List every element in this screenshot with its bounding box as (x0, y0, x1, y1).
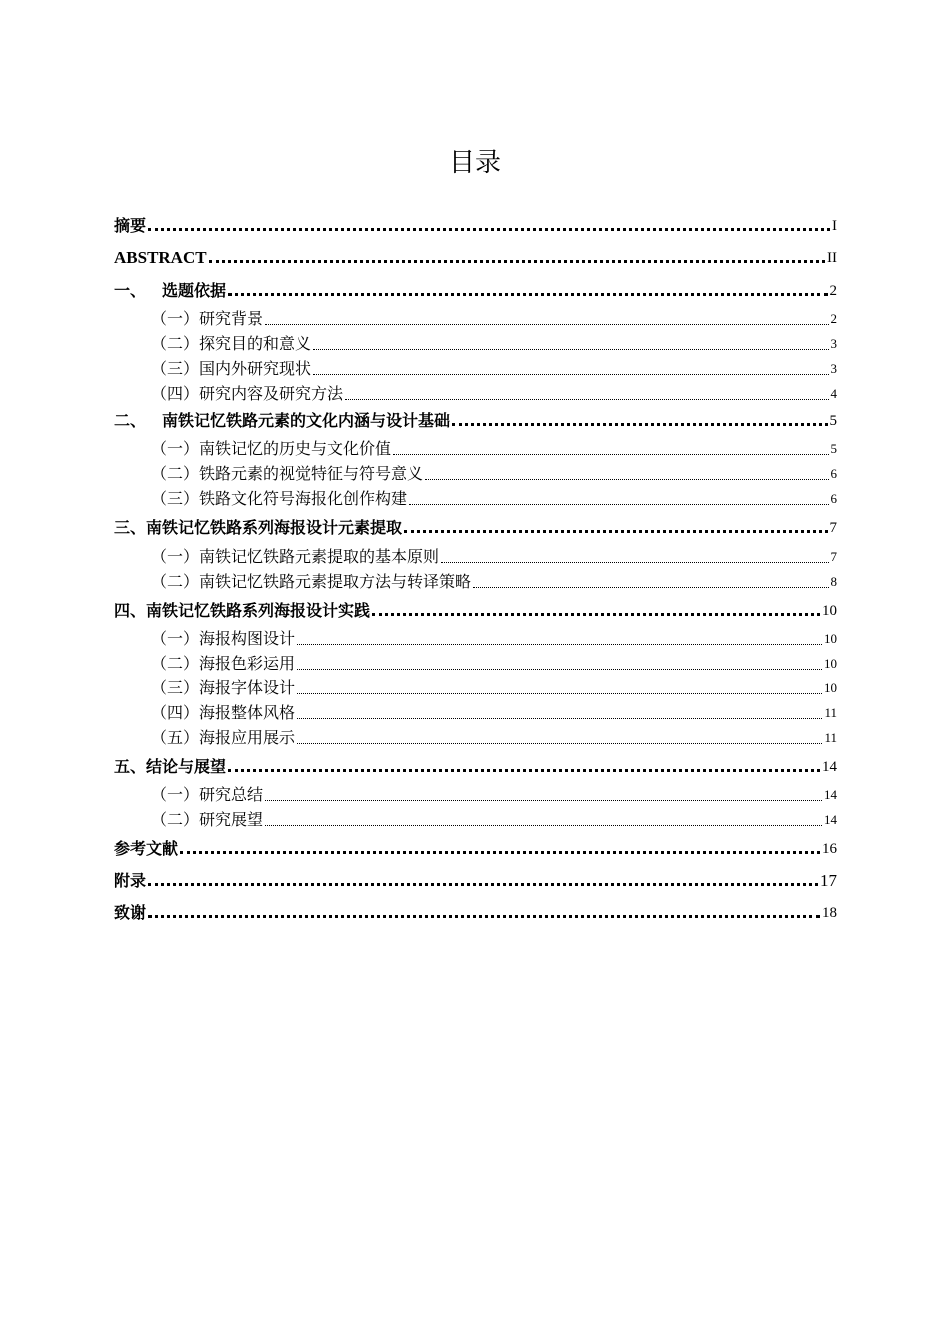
toc-entry-abstract-en[interactable] (114, 247, 837, 269)
toc-entry-label (114, 280, 226, 302)
toc-entry-chapter-3[interactable] (114, 517, 837, 539)
toc-entry-label: （三）国内外研究现状 (151, 359, 312, 378)
chapter-number: 一、 (114, 281, 147, 300)
page-title: 目录 (448, 148, 501, 178)
toc-entry-page: 14 (822, 759, 837, 775)
toc-entry-page: 10 (824, 631, 837, 646)
dot-leader (148, 228, 830, 231)
toc-entry-page: 6 (830, 491, 837, 506)
toc-entry-page: 2 (830, 311, 837, 326)
toc-entry-chapter-5[interactable] (114, 756, 837, 778)
toc-entry-abstract-cn[interactable] (114, 215, 837, 237)
toc-entry-label: 附录 (114, 871, 147, 890)
toc-entry-label: （二）南铁记忆铁路元素提取方法与转译策略 (151, 572, 472, 591)
toc-entry-label: （一）南铁记忆的历史与文化价值 (151, 439, 392, 458)
toc-entry-label: （四）海报整体风格 (151, 703, 296, 722)
toc-entry-page: 6 (830, 466, 837, 481)
dot-leader (297, 693, 822, 694)
dot-leader (297, 644, 822, 645)
dot-leader (393, 454, 828, 455)
toc-entry-label: 三、南铁记忆铁路系列海报设计元素提取 (114, 518, 403, 537)
toc-entry-section-4-2[interactable] (151, 653, 837, 675)
dot-leader (313, 374, 828, 375)
toc-entry-label: 参考文献 (114, 839, 179, 858)
toc-entry-label: （二）海报色彩运用 (151, 654, 296, 673)
toc-entry-acknowledgements[interactable] (114, 902, 837, 924)
dot-leader (180, 851, 820, 854)
dot-leader (297, 718, 822, 719)
toc-entry-label: （二）探究目的和意义 (151, 334, 312, 353)
dot-leader (404, 530, 827, 533)
toc-entry-page: I (832, 218, 837, 234)
toc-entry-page: 17 (820, 871, 837, 890)
toc-entry-label: 摘要 (114, 216, 147, 235)
dot-leader (265, 324, 828, 325)
toc-entry-section-2-1[interactable] (151, 438, 837, 460)
dot-leader (297, 669, 822, 670)
dot-leader (313, 349, 828, 350)
toc-entry-page: 10 (822, 603, 837, 619)
toc-entry-page: 8 (830, 574, 837, 589)
dot-leader (441, 562, 828, 563)
toc-entry-section-1-4[interactable] (151, 383, 837, 405)
dot-leader (372, 613, 820, 616)
toc-entry-label: ABSTRACT (114, 248, 207, 267)
toc-entry-section-4-4[interactable] (151, 702, 837, 724)
toc-entry-label: 五、结论与展望 (114, 757, 227, 776)
dot-leader (425, 479, 828, 480)
dot-leader (209, 260, 825, 263)
toc-entry-appendix[interactable] (114, 870, 837, 892)
dot-leader (297, 743, 822, 744)
toc-entry-page: 5 (830, 441, 837, 456)
dot-leader (148, 915, 820, 918)
toc-entry-label: （三）海报字体设计 (151, 678, 296, 697)
toc-entry-label (114, 410, 450, 432)
toc-entry-section-4-1[interactable] (151, 628, 837, 650)
toc-entry-label: （一）海报构图设计 (151, 629, 296, 648)
toc-entry-page: 5 (829, 413, 837, 429)
toc-entry-label: （一）南铁记忆铁路元素提取的基本原则 (151, 547, 440, 566)
chapter-number: 二、 (114, 411, 147, 430)
dot-leader (473, 587, 828, 588)
toc-entry-page: 11 (824, 705, 837, 720)
toc-entry-page: 11 (824, 730, 837, 745)
toc-entry-label: （一）研究总结 (151, 785, 264, 804)
dot-leader (228, 769, 820, 772)
toc-entry-section-5-2[interactable] (151, 809, 837, 831)
toc-entry-label: （五）海报应用展示 (151, 728, 296, 747)
toc-entry-page: 10 (824, 656, 837, 671)
toc-entry-section-2-2[interactable] (151, 463, 837, 485)
toc-entry-label: （三）铁路文化符号海报化创作构建 (151, 489, 408, 508)
toc-entry-section-1-2[interactable] (151, 333, 837, 355)
dot-leader (265, 825, 822, 826)
toc-entry-section-5-1[interactable] (151, 784, 837, 806)
toc-entry-chapter-4[interactable] (114, 600, 837, 622)
toc-entry-page: 18 (822, 905, 837, 921)
chapter-title: 选题依据 (162, 281, 227, 300)
toc-entry-section-3-2[interactable] (151, 571, 837, 593)
toc-entry-chapter-2[interactable] (114, 410, 837, 432)
dot-leader (228, 293, 827, 296)
toc-entry-section-4-5[interactable] (151, 727, 837, 749)
chapter-title: 南铁记忆铁路元素的文化内涵与设计基础 (162, 411, 451, 430)
toc-entry-section-4-3[interactable] (151, 677, 837, 699)
toc-entry-page: II (827, 250, 837, 266)
toc-entry-label: （一）研究背景 (151, 309, 264, 328)
toc-entry-chapter-1[interactable] (114, 280, 837, 302)
dot-leader (148, 883, 818, 886)
toc-entry-section-3-1[interactable] (151, 546, 837, 568)
toc-entry-page: 10 (824, 680, 837, 695)
toc-entry-label: （四）研究内容及研究方法 (151, 384, 344, 403)
toc-entry-label: 四、南铁记忆铁路系列海报设计实践 (114, 601, 371, 620)
toc-entry-page: 2 (829, 283, 837, 299)
toc-entry-section-1-1[interactable] (151, 308, 837, 330)
toc-entry-page: 3 (830, 336, 837, 351)
toc-entry-page: 4 (830, 386, 837, 401)
toc-entry-page: 16 (822, 841, 837, 857)
toc-entry-section-2-3[interactable] (151, 488, 837, 510)
toc-entry-label: 致谢 (114, 903, 147, 922)
dot-leader (409, 504, 828, 505)
toc-entry-page: 3 (830, 361, 837, 376)
toc-entry-section-1-3[interactable] (151, 358, 837, 380)
toc-entry-page: 7 (830, 549, 837, 564)
toc-entry-label: （二）研究展望 (151, 810, 264, 829)
toc-entry-page: 14 (824, 787, 837, 802)
dot-leader (265, 800, 822, 801)
toc-entry-page: 7 (829, 520, 837, 536)
toc-entry-page: 14 (824, 812, 837, 827)
dot-leader (452, 423, 827, 426)
dot-leader (345, 399, 828, 400)
toc-entry-label: （二）铁路元素的视觉特征与符号意义 (151, 464, 424, 483)
toc-entry-references[interactable] (114, 838, 837, 860)
